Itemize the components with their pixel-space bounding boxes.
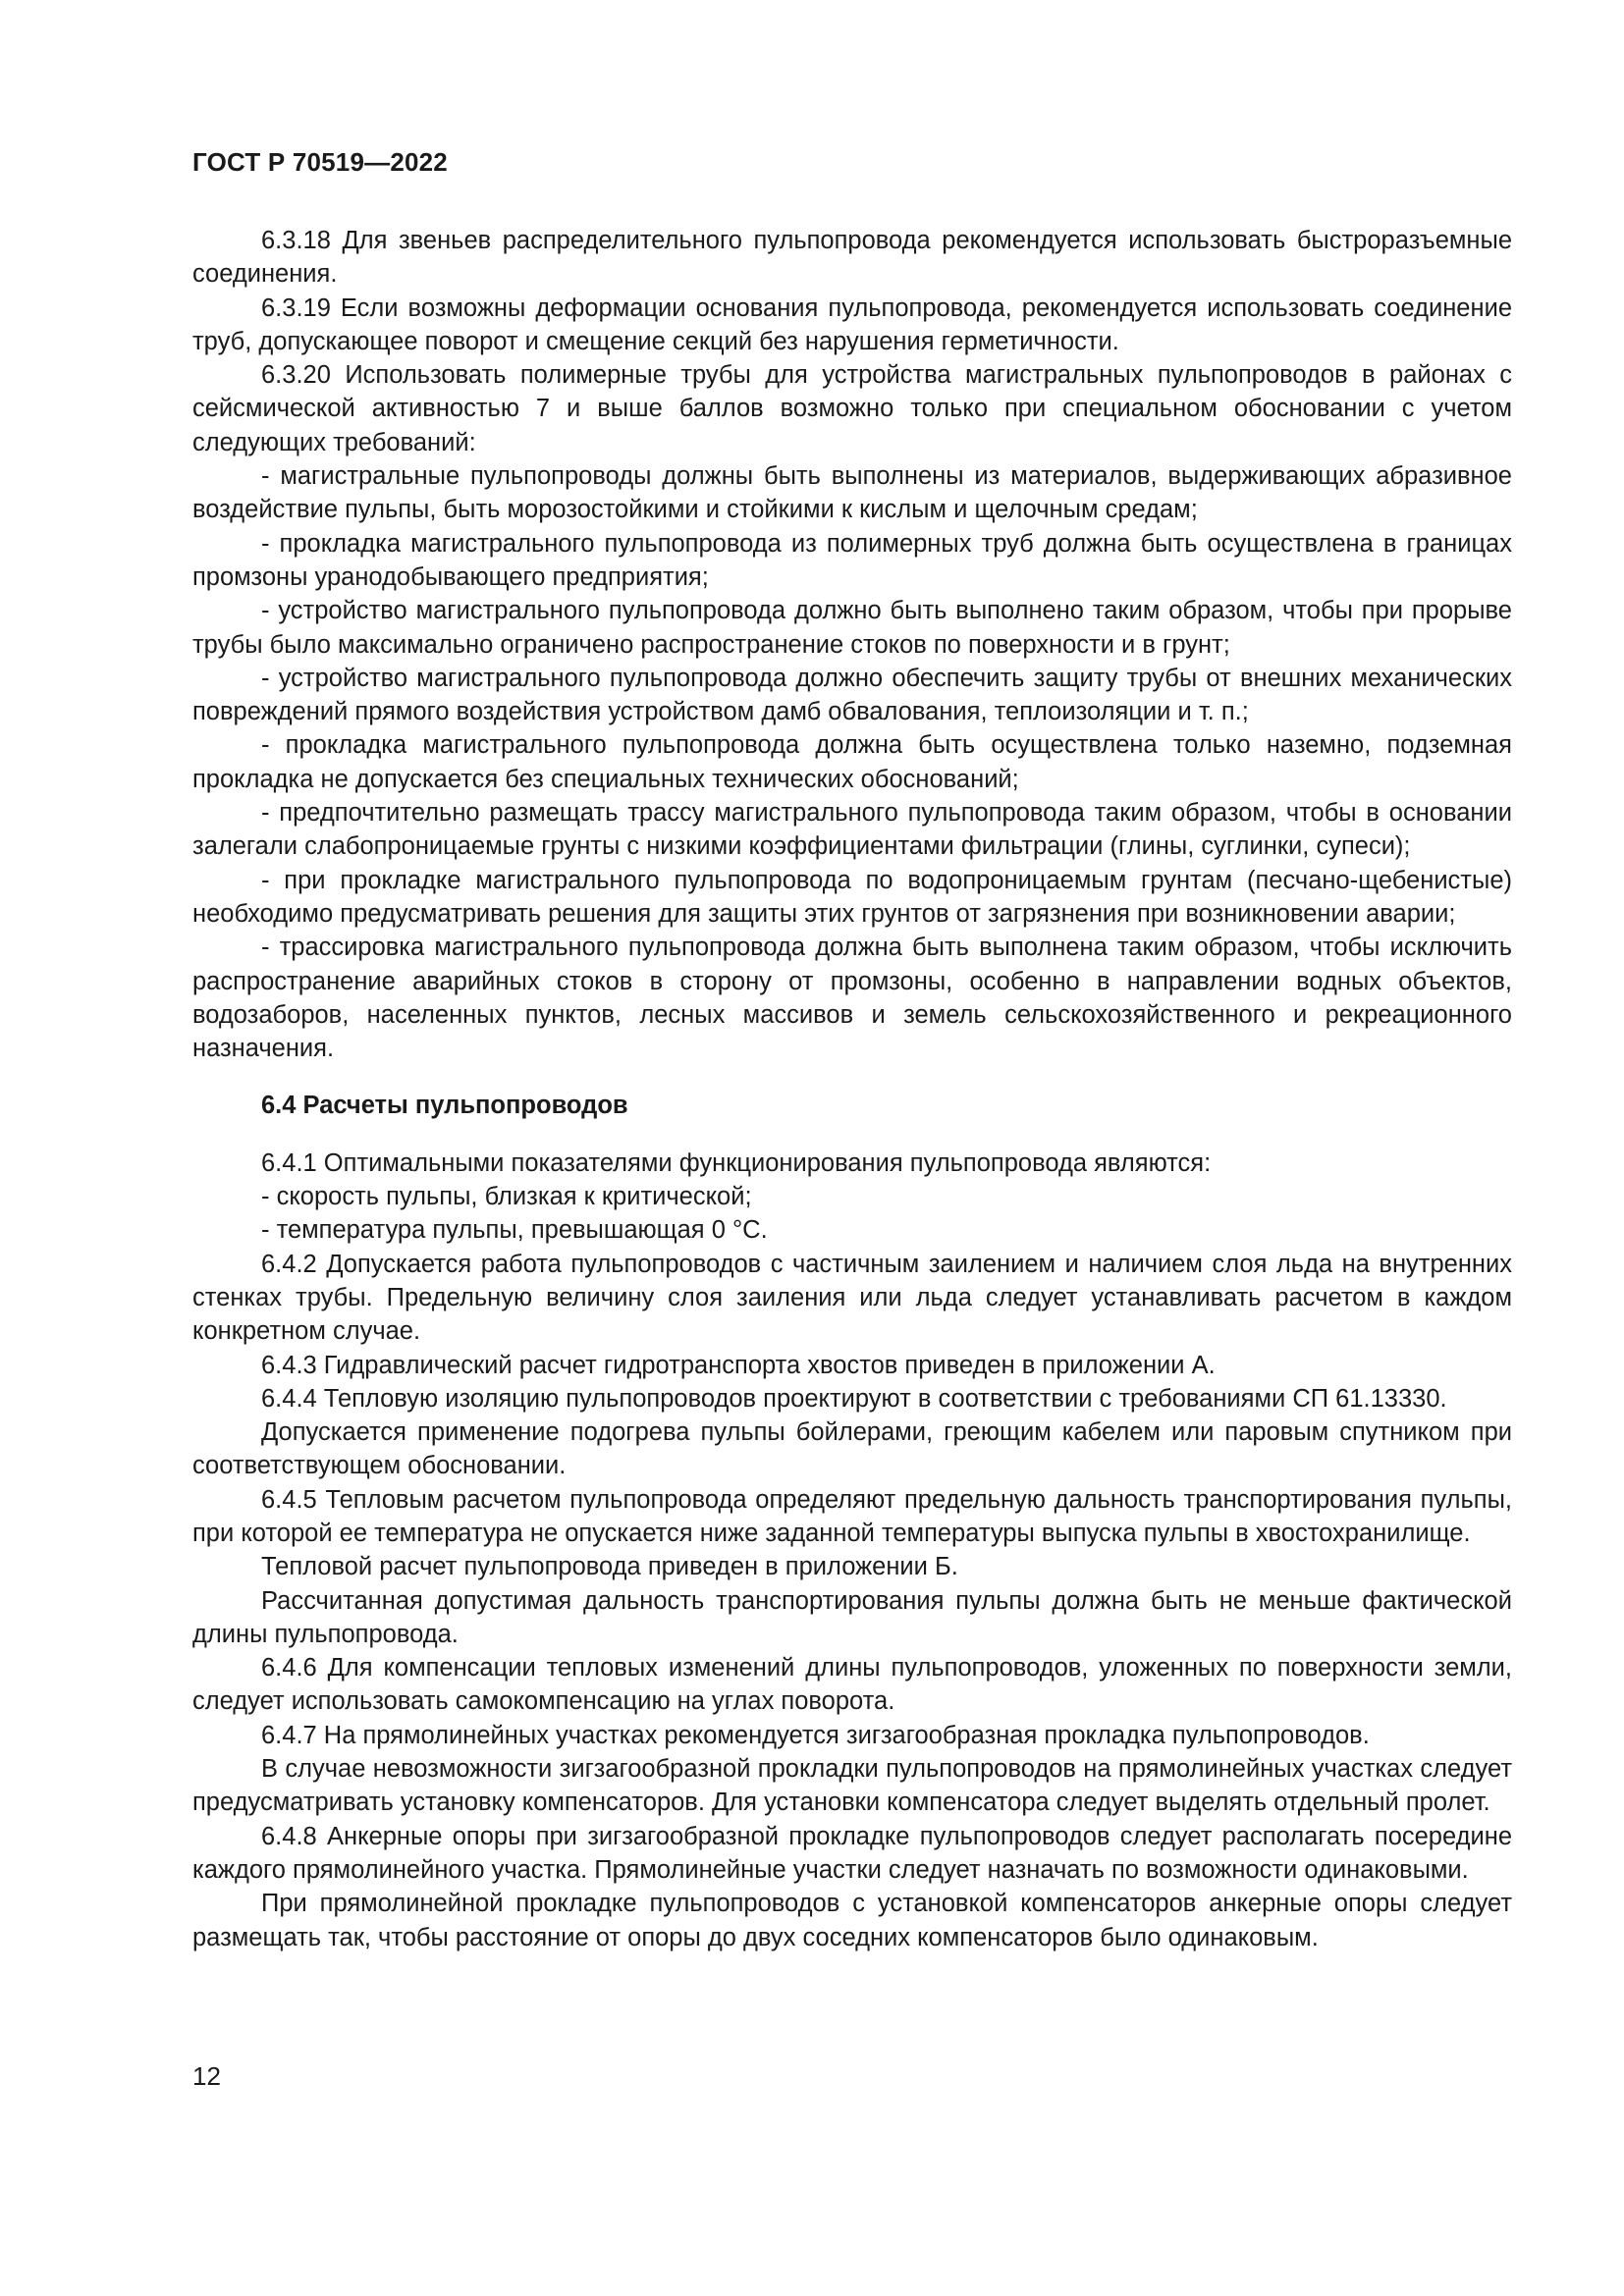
- list-item: - температура пульпы, превышающая 0 °С.: [261, 1216, 768, 1245]
- requirement-item: - магистральные пульпопроводы должны быть выполнены из материалов, выдерживающих абразивное воздействие пульпы, быть морозостойкими и стойкими к кислым и щелочным средам;: [192, 462, 1512, 524]
- paragraph: Тепловой расчет пульпопровода приведен в приложении Б.: [261, 1553, 958, 1581]
- list-item: - скорость пульпы, близкая к критической;: [261, 1183, 752, 1211]
- paragraph: Рассчитанная допустимая дальность транспортирования пульпы должна быть не меньше фактической длины пульпопровода.: [192, 1586, 1512, 1648]
- page-number: 12: [192, 2061, 221, 2091]
- clause-6-3-18: 6.3.18 Для звеньев распределительного пульпопровода рекомендуется использовать быстроразъемные соединения.: [192, 227, 1512, 289]
- clause-6-3-19: 6.3.19 Если возможны деформации основания пульпопровода, рекомендуется использовать соединение труб, допускающее поворот и смещение секций без нарушения герметичности.: [192, 294, 1512, 355]
- clause-6-4-8: 6.4.8 Анкерные опоры при зигзагообразной прокладке пульпопроводов следует располагать посередине каждого прямолинейного участка. Прямолинейные участки следует назначать по возможности одинаковыми.: [192, 1822, 1512, 1884]
- requirement-item: - предпочтительно размещать трассу магистрального пульпопровода таким образом, чтобы в основании залегали слабопроницаемые грунты с низкими коэффициентами фильтрации (глины, суглинки, супеси);: [192, 799, 1512, 861]
- requirement-item: - при прокладке магистрального пульпопровода по водопроницаемым грунтам (песчано-щебенистые) необходимо предусматривать решения для защиты этих грунтов от загрязнения при возникновении аварии;: [192, 866, 1512, 928]
- clause-6-4-3: 6.4.3 Гидравлический расчет гидротранспорта хвостов приведен в приложении А.: [261, 1351, 1216, 1379]
- document-header: ГОСТ Р 70519—2022: [192, 147, 448, 177]
- paragraph: При прямолинейной прокладке пульпопроводов с установкой компенсаторов анкерные опоры следует размещать так, чтобы расстояние от опоры до двух соседних компенсаторов было одинаковым.: [192, 1890, 1512, 1951]
- document-body: [192, 224, 1512, 1954]
- requirement-item: - устройство магистрального пульпопровода должно быть выполнено таким образом, чтобы при прорыве трубы было максимально ограничено распространение стоков по поверхности и в грунт;: [192, 597, 1512, 659]
- clause-6-4-5: 6.4.5 Тепловым расчетом пульпопровода определяют предельную дальность транспортирования пульпы, при которой ее температура не опускается ниже заданной температуры выпуска пульпы в хвостохранилище.: [192, 1485, 1512, 1547]
- requirement-item: - устройство магистрального пульпопровода должно обеспечить защиту трубы от внешних механических повреждений прямого воздействия устройством дамб обвалования, теплоизоляции и т. п.;: [192, 664, 1512, 726]
- paragraph: Допускается применение подогрева пульпы бойлерами, греющим кабелем или паровым спутником при соответствующем обосновании.: [192, 1418, 1512, 1480]
- clause-6-4-7: 6.4.7 На прямолинейных участках рекомендуется зигзагообразная прокладка пульпопроводов.: [261, 1721, 1370, 1749]
- clause-6-3-20: 6.3.20 Использовать полимерные трубы для устройства магистральных пульпопроводов в районах с сейсмической активностью 7 и выше баллов возможно только при специальном обосновании с учетом следующих требований:: [192, 361, 1512, 456]
- requirement-item: - трассировка магистрального пульпопровода должна быть выполнена таким образом, чтобы исключить распространение аварийных стоков в сторону от промзоны, особенно в направлении водных объектов, водозаборов, населенных пунктов, лесных массивов и земель сельскохозяйственного и рекреационного назначения.: [192, 934, 1512, 1063]
- clause-6-4-1: 6.4.1 Оптимальными показателями функционирования пульпопровода являются:: [261, 1148, 1212, 1177]
- requirement-item: - прокладка магистрального пульпопровода из полимерных труб должна быть осуществлена в границах промзоны уранодобывающего предприятия;: [192, 529, 1512, 591]
- clause-6-4-4: 6.4.4 Тепловую изоляцию пульпопроводов проектируют в соответствии с требованиями СП 61.13330.: [261, 1384, 1447, 1413]
- paragraph: В случае невозможности зигзагообразной прокладки пульпопроводов на прямолинейных участках следует предусматривать установку компенсаторов. Для установки компенсатора следует выделять отдельный пролет.: [192, 1755, 1512, 1817]
- clause-6-4-2: 6.4.2 Допускается работа пульпопроводов с частичным заилением и наличием слоя льда на внутренних стенках трубы. Предельную величину слоя заиления или льда следует устанавливать расчетом в каждом конкретном случае.: [192, 1250, 1512, 1346]
- clause-6-4-6: 6.4.6 Для компенсации тепловых изменений длины пульпопроводов, уложенных по поверхности земли, следует использовать самокомпенсацию на углах поворота.: [192, 1654, 1512, 1716]
- requirement-item: - прокладка магистрального пульпопровода должна быть осуществлена только наземно, подземная прокладка не допускается без специальных технических обоснований;: [192, 731, 1512, 793]
- section-heading-6-4: 6.4 Расчеты пульпопроводов: [261, 1092, 628, 1120]
